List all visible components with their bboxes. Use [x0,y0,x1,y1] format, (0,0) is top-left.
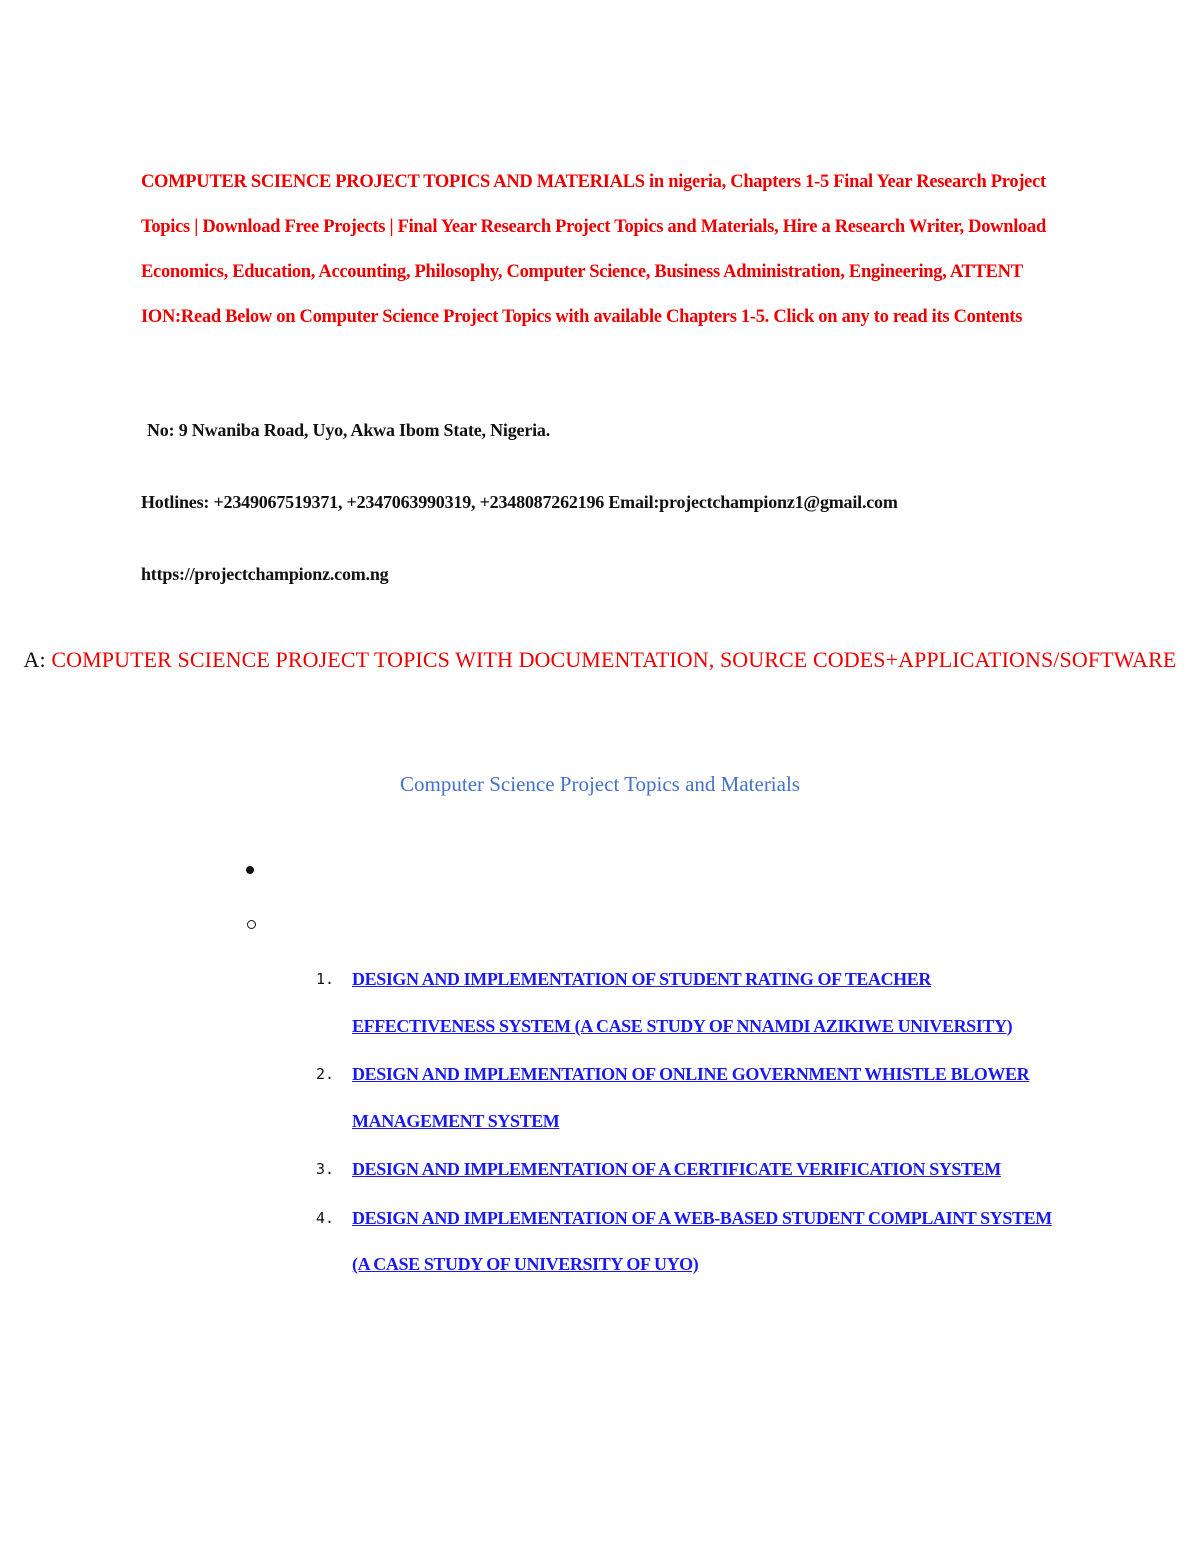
section-heading-title: COMPUTER SCIENCE PROJECT TOPICS WITH DOCUMENTATION, SOURCE CODES+APPLICATIONS/SOFTWARE [51,647,1177,672]
topic-link-3[interactable]: DESIGN AND IMPLEMENTATION OF A CERTIFICATE VERIFICATION SYSTEM [352,1159,1001,1179]
topic-link-2[interactable]: DESIGN AND IMPLEMENTATION OF ONLINE GOVERNMENT WHISTLE BLOWER MANAGEMENT SYSTEM [352,1064,1030,1131]
bullet-circle-icon [247,920,256,929]
list-item [0,1051,1200,1144]
topic-number: 1. [316,970,335,988]
list-item [0,1146,1200,1193]
bullet-disc-icon [246,866,254,874]
section-heading [0,632,1200,687]
topic-link-1[interactable]: DESIGN AND IMPLEMENTATION OF STUDENT RATING OF TEACHER EFFECTIVENESS SYSTEM (A CASE STUDY OF NNAMDI AZIKIWE UNIVERSITY) [352,969,1013,1036]
hotlines-line: Hotlines: +2349067519371, +2347063990319, +2348087262196 Email:projectchampionz1@gmail.com [141,492,898,512]
section-subheading: Computer Science Project Topics and Materials [400,772,800,796]
section-heading-prefix: A: [23,647,52,672]
topic-link-4[interactable]: DESIGN AND IMPLEMENTATION OF A WEB-BASED STUDENT COMPLAINT SYSTEM (A CASE STUDY OF UNIVERSITY OF UYO) [352,1207,1052,1274]
topic-number: 2. [316,1065,335,1083]
topic-number: 3. [316,1160,335,1178]
list-item [0,1195,1200,1288]
list-item [0,956,1200,1049]
website-line: https://projectchampionz.com.ng [141,564,389,584]
address-line: No: 9 Nwaniba Road, Uyo, Akwa Ibom State, Nigeria. [147,420,551,440]
topic-list [0,956,1200,1290]
intro-paragraph: COMPUTER SCIENCE PROJECT TOPICS AND MATERIALS in nigeria, Chapters 1-5 Final Year Research Project Topics | Download Free Projects | Final Year Research Project Topics and Materials, Hire a Research Writer, Download Economics, Education, Accounting, Philosophy, Computer Science, Business Administration, Engineering, ATTENT ION:Read Below on Computer Science Project Topics with available Chapters 1-5. Click on any to read its Contents [141,172,1046,327]
topic-number: 4. [316,1208,335,1227]
